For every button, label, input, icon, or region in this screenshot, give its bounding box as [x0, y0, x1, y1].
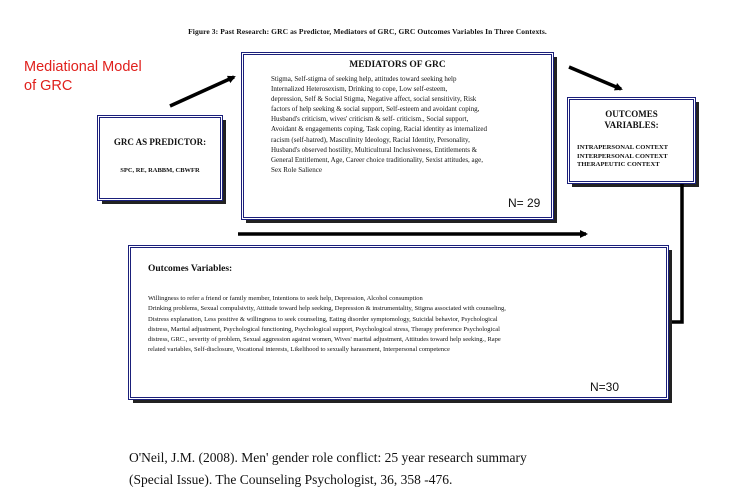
- outcomes-title-line: OUTCOMES: [605, 109, 658, 119]
- citation: [129, 447, 527, 491]
- mediators-list: [271, 74, 546, 175]
- outcome-variables-title: Outcomes Variables:: [148, 264, 233, 274]
- outcome-variables-line: related variables, Self-disclosure, Vocational interests, Likelihood to sexually harassment, Interpersonal competence: [148, 346, 450, 354]
- connector-outcomes-to-outcome-variables: [672, 184, 682, 322]
- context-interpersonal: INTERPERSONAL CONTEXT: [577, 152, 668, 160]
- arrow-mediators-to-outcomes: [569, 67, 621, 89]
- outcomes-context-list: [577, 144, 668, 170]
- outcome-variables-line: Drinking problems, Sexual compulsivity, Attitude toward help seeking, Depression & instrumentality, Stigma associated with counseling,: [148, 305, 506, 313]
- mediators-line: Internalized Heterosexism, Drinking to cope, Low self-esteem,: [271, 85, 448, 94]
- outcome-variables-box: [128, 245, 669, 400]
- mediators-line: General Entitlement, Age, Career choice traditionality, Sexist attitudes, age,: [271, 155, 484, 164]
- mediators-sample-size: N= 29: [508, 196, 541, 210]
- citation-line-1: O'Neil, J.M. (2008). Men' gender role conflict: 25 year research summary: [129, 450, 527, 465]
- outcomes-box: [567, 97, 696, 184]
- outcome-variables-line: distress, GRC., severity of problem, Sexual aggression against women, Wives' marital adjustment, Attitudes toward help seeking., Rape: [148, 336, 501, 344]
- outcome-variables-sample-size: N=30: [590, 380, 620, 394]
- mediators-line: Sex Role Salience: [271, 165, 322, 174]
- mediators-line: Husband's observed hostility, Multicultural Inclusiveness, Entitlements &: [271, 145, 478, 154]
- outcome-variables-line: Willingness to refer a friend or family member, Intentions to seek help, Depression, Alcohol consumption: [148, 295, 423, 302]
- mediational-model-label-line-1: Mediational Model: [24, 59, 142, 75]
- grc-predictor-box: [97, 115, 223, 201]
- mediators-box: [241, 52, 554, 220]
- mediators-title: MEDIATORS OF GRC: [349, 60, 446, 70]
- outcome-variables-list: [148, 294, 648, 356]
- mediators-line: Husband's criticism, wives' criticism & self- criticism., Social support,: [271, 115, 469, 124]
- grc-predictor-title: GRC AS PREDICTOR:: [113, 137, 207, 147]
- mediators-line: depression, Self & Social Stigma, Negative affect, social sensitivity, Risk: [271, 95, 477, 104]
- outcome-variables-line: Distress explanation, Less positive & willingness to seek counseling, Eating disorder symptomology, Suicidal behavior, Psychological: [148, 315, 498, 323]
- mediators-line: racism (self-hatred), Masculinity Ideology, Racial Identity, Personality,: [271, 135, 470, 144]
- arrow-grc-to-mediators: [170, 77, 234, 106]
- mediators-line: Avoidant & engagements coping, Task coping, Racial identity as internalized: [271, 125, 487, 134]
- outcomes-title: [570, 109, 693, 131]
- context-intrapersonal: INTRAPERSONAL CONTEXT: [577, 144, 669, 151]
- mediational-model-label-line-2: of GRC: [24, 78, 73, 94]
- outcomes-title-line: VARIABLES:: [604, 120, 659, 130]
- context-therapeutic: THERAPEUTIC CONTEXT: [577, 161, 660, 169]
- citation-line-2: (Special Issue). The Counseling Psychologist, 36, 358 -476.: [129, 472, 453, 487]
- mediators-line: Stigma, Self-stigma of seeking help, attitudes toward seeking help: [271, 75, 457, 83]
- mediators-line: factors of help seeking & social support, Self-esteem and avoidant coping,: [271, 105, 480, 114]
- outcome-variables-line: distress, Marital adjustment, Psychological functioning, Psychological support, Psychological stress, Therapy preference Psychological: [148, 325, 500, 333]
- figure-title: Figure 3: Past Research: GRC as Predictor, Mediators of GRC, GRC Outcomes Variables In Three Contexts.: [188, 27, 547, 36]
- grc-predictor-subtitle: SPC, RE, RABBM, CBWFR: [120, 167, 200, 174]
